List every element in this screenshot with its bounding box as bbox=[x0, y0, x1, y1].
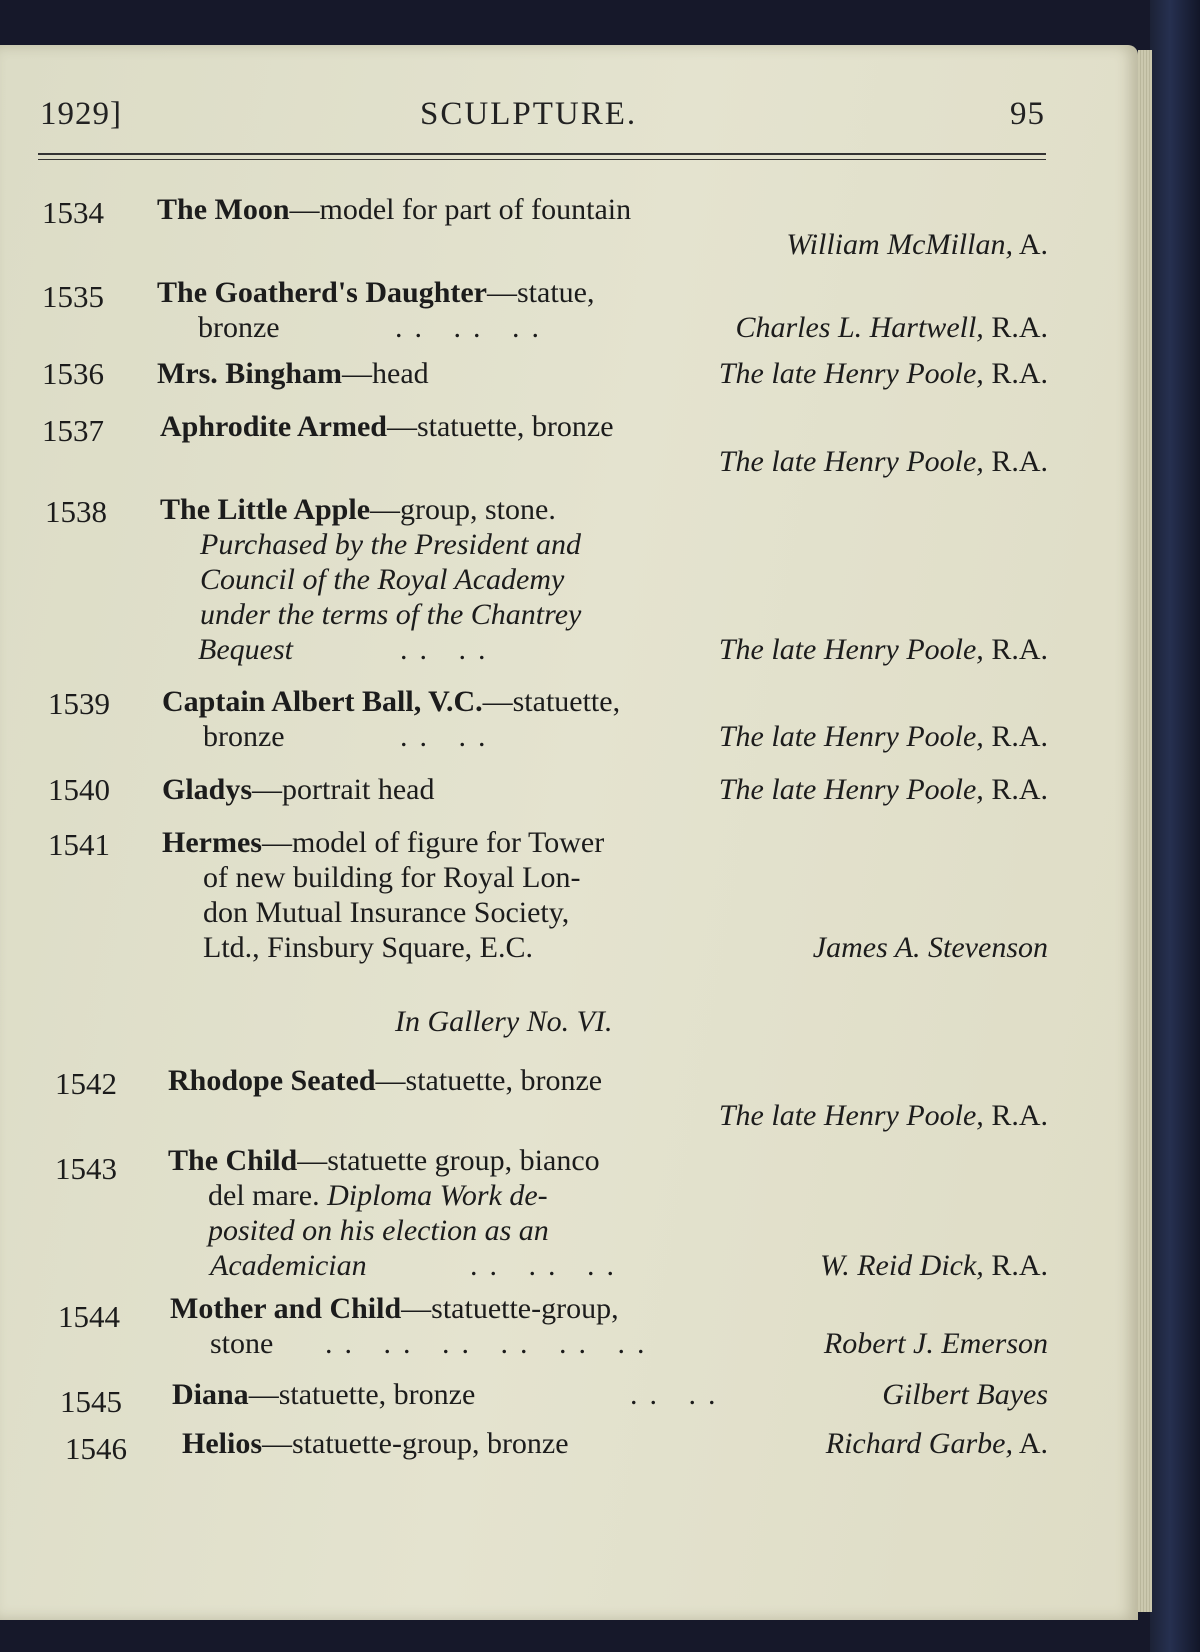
entry-desc: —statuette-group, bronze bbox=[262, 1427, 569, 1460]
entry-line bbox=[172, 1378, 475, 1412]
catalogue-number: 1538 bbox=[45, 494, 107, 529]
leader-dots: .. .. bbox=[630, 1378, 728, 1411]
entry-artist bbox=[719, 773, 1048, 807]
entry-desc: —statue, bbox=[487, 276, 595, 309]
page-number: 95 bbox=[1010, 96, 1045, 132]
entry-title: The Moon bbox=[157, 193, 290, 226]
artist-name: William McMillan, bbox=[786, 228, 1013, 261]
leader-dots: .. .. .. bbox=[470, 1249, 626, 1282]
entry-artist bbox=[719, 1099, 1048, 1133]
artist-name: W. Reid Dick, bbox=[819, 1249, 984, 1282]
artist-honour: A. bbox=[1018, 1427, 1048, 1460]
entry-line bbox=[208, 1179, 548, 1213]
artist-name: The late Henry Poole, bbox=[718, 445, 984, 478]
entry-note: under the terms of the Chantrey bbox=[200, 598, 582, 631]
header-year: 1929] bbox=[40, 96, 122, 132]
leader-dots: .. .. .. bbox=[395, 311, 551, 344]
entry-line: don Mutual Insurance Society, bbox=[203, 896, 570, 929]
entry-title: Aphrodite Armed bbox=[160, 410, 387, 443]
entry-desc: —group, stone. bbox=[370, 493, 556, 526]
leader-dots: .. .. .. .. .. .. bbox=[325, 1327, 657, 1360]
entry-cont: bronze bbox=[198, 311, 280, 344]
entry-desc: —statuette, bronze bbox=[248, 1378, 476, 1411]
artist-name: James A. Stevenson bbox=[812, 931, 1048, 964]
artist-honour: R.A. bbox=[991, 445, 1048, 478]
entry-artist bbox=[719, 720, 1048, 754]
artist-honour: R.A. bbox=[991, 357, 1048, 390]
entry-cont: del mare. bbox=[208, 1179, 320, 1212]
entry-desc: —head bbox=[342, 357, 429, 390]
entry-note: Council of the Royal Academy bbox=[200, 563, 565, 596]
catalogue-number: 1542 bbox=[55, 1066, 117, 1101]
entry-artist bbox=[719, 357, 1048, 391]
catalogue-number: 1539 bbox=[48, 686, 110, 721]
entry-title: Helios bbox=[182, 1427, 262, 1460]
artist-name: The late Henry Poole, bbox=[718, 357, 984, 390]
entry-artist bbox=[813, 931, 1048, 965]
entry-desc: —model of figure for Tower bbox=[261, 826, 605, 859]
entry-cont: bronze bbox=[203, 720, 285, 753]
header-rule bbox=[38, 153, 1046, 155]
entry-artist bbox=[824, 1327, 1048, 1361]
entry-line bbox=[203, 720, 285, 754]
entry-artist bbox=[719, 445, 1048, 479]
artist-honour: A. bbox=[1018, 228, 1048, 261]
entry-desc: —statuette group, bianco bbox=[297, 1144, 600, 1177]
artist-name: The late Henry Poole, bbox=[718, 773, 984, 806]
entry-line bbox=[168, 1144, 600, 1178]
artist-name: Charles L. Hartwell, bbox=[735, 311, 984, 344]
catalogue-number: 1537 bbox=[42, 413, 104, 448]
catalogue-number: 1543 bbox=[55, 1151, 117, 1186]
catalogue-number: 1545 bbox=[60, 1384, 122, 1419]
entry-artist bbox=[820, 1249, 1048, 1283]
artist-honour: R.A. bbox=[991, 633, 1048, 666]
entry-desc: —statuette, bbox=[482, 685, 621, 718]
entry-line: Ltd., Finsbury Square, E.C. bbox=[203, 931, 533, 964]
artist-honour: R.A. bbox=[991, 311, 1048, 344]
catalogue-number: 1534 bbox=[42, 195, 104, 230]
page-title: SCULPTURE. bbox=[420, 96, 638, 132]
entry-line: of new building for Royal Lon- bbox=[203, 861, 581, 894]
entry-note: Diploma Work de- bbox=[327, 1179, 548, 1212]
entry-line bbox=[160, 410, 614, 444]
catalogue-number: 1535 bbox=[42, 279, 104, 314]
entry-line bbox=[210, 1327, 273, 1361]
entry-artist bbox=[735, 311, 1048, 345]
entry-note: Bequest bbox=[198, 633, 293, 666]
artist-name: Gilbert Bayes bbox=[882, 1378, 1048, 1411]
entry-line bbox=[162, 773, 434, 807]
entry-title: The Goatherd's Daughter bbox=[157, 276, 487, 309]
entry-desc: —statuette, bronze bbox=[386, 410, 614, 443]
leader-dots: .. .. bbox=[400, 720, 498, 753]
entry-line bbox=[198, 311, 280, 345]
entry-note: Purchased by the President and bbox=[200, 528, 582, 561]
entry-title: Diana bbox=[172, 1378, 249, 1411]
entry-artist bbox=[882, 1378, 1048, 1412]
entry-desc: —statuette-group, bbox=[401, 1292, 619, 1325]
entry-title: Mrs. Bingham bbox=[157, 357, 343, 390]
header-rule bbox=[38, 159, 1046, 160]
entry-line bbox=[162, 685, 620, 719]
page-edge bbox=[1138, 50, 1152, 1612]
gallery-heading: In Gallery No. VI. bbox=[395, 1005, 613, 1038]
artist-honour: R.A. bbox=[991, 1249, 1048, 1282]
entry-title: The Little Apple bbox=[160, 493, 371, 526]
entry-line bbox=[157, 276, 594, 310]
catalogue-number: 1540 bbox=[48, 772, 110, 807]
entry-line bbox=[162, 826, 604, 860]
artist-honour: R.A. bbox=[991, 1099, 1048, 1132]
artist-name: The late Henry Poole, bbox=[718, 720, 984, 753]
entry-line bbox=[160, 493, 556, 527]
entry-title: Gladys bbox=[162, 773, 253, 806]
entry-artist bbox=[826, 1427, 1048, 1461]
artist-name: Richard Garbe, bbox=[825, 1427, 1013, 1460]
catalogue-number: 1541 bbox=[48, 827, 110, 862]
entry-artist bbox=[719, 633, 1048, 667]
artist-name: The late Henry Poole, bbox=[718, 633, 984, 666]
entry-line bbox=[170, 1292, 619, 1326]
catalogue-number: 1536 bbox=[42, 356, 104, 391]
artist-name: The late Henry Poole, bbox=[718, 1099, 984, 1132]
entry-title: Captain Albert Ball, V.C. bbox=[162, 685, 483, 718]
entry-line bbox=[168, 1064, 602, 1098]
artist-honour: R.A. bbox=[991, 720, 1048, 753]
entry-desc: —statuette, bronze bbox=[375, 1064, 603, 1097]
catalogue-number: 1546 bbox=[65, 1431, 127, 1466]
artist-name: Robert J. Emerson bbox=[823, 1327, 1048, 1360]
entry-line bbox=[182, 1427, 569, 1461]
entry-title: Rhodope Seated bbox=[168, 1064, 376, 1097]
entry-title: The Child bbox=[168, 1144, 298, 1177]
entry-title: Hermes bbox=[162, 826, 262, 859]
entry-title: Mother and Child bbox=[170, 1292, 402, 1325]
book-binding bbox=[1150, 0, 1200, 1652]
leader-dots: .. .. bbox=[400, 633, 498, 666]
entry-desc: —model for part of fountain bbox=[289, 193, 632, 226]
entry-note: posited on his election as an bbox=[208, 1214, 549, 1247]
artist-honour: R.A. bbox=[991, 773, 1048, 806]
entry-note: Academician bbox=[210, 1249, 367, 1282]
entry-line bbox=[157, 193, 631, 227]
catalogue-number: 1544 bbox=[58, 1299, 120, 1334]
entry-desc: —portrait head bbox=[252, 773, 435, 806]
entry-line bbox=[157, 357, 429, 391]
entry-artist bbox=[786, 228, 1048, 262]
entry-cont: stone bbox=[210, 1327, 274, 1360]
